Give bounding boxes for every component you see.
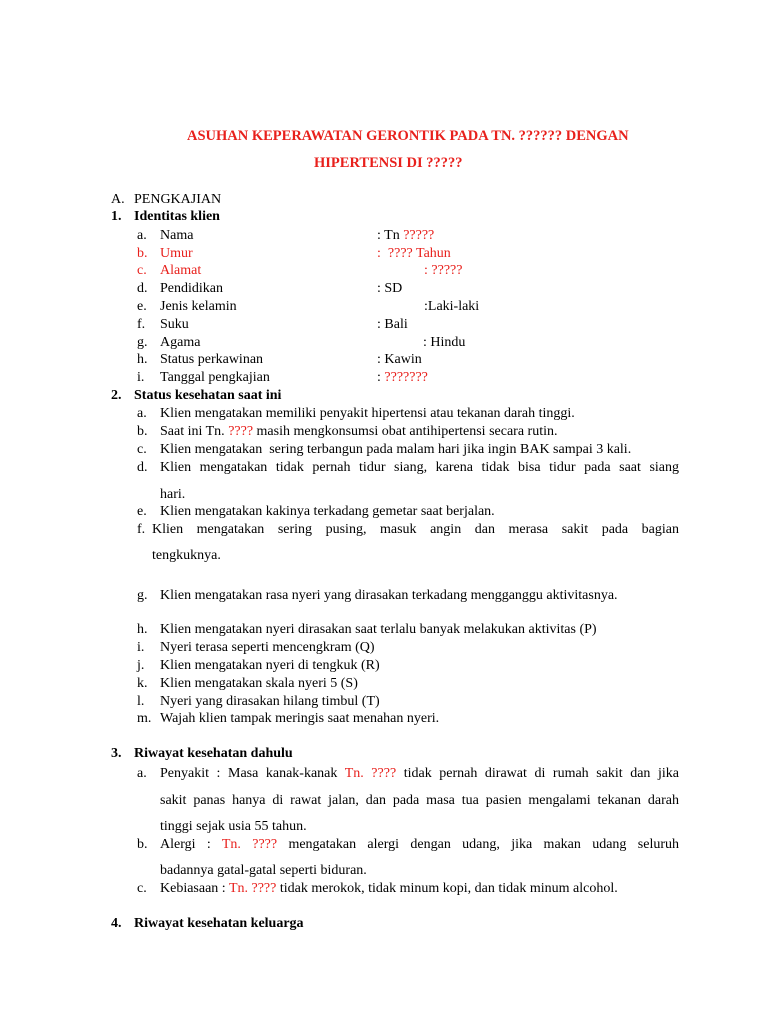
identity-row-letter: i. [137, 370, 145, 385]
list-item: Alergi : Tn. ???? mengatakan alergi dengan udang, jika makan udang seluruh [160, 837, 679, 852]
identity-label-agama: Agama [160, 335, 201, 350]
list-item-continuation: sakit panas hanya di rawat jalan, dan pada masa tua pasien mengalami tekanan darah [160, 793, 679, 808]
list-item: Wajah klien tampak meringis saat menahan nyeri. [160, 711, 440, 726]
list-item: Klien mengatakan skala nyeri 5 (S) [160, 676, 358, 691]
identity-value-status-perkawinan: : Kawin [377, 352, 422, 367]
list-letter: l. [137, 694, 145, 709]
list-letter: a. [137, 766, 147, 781]
list-letter: g. [137, 588, 148, 603]
list-item: Kebiasaan : Tn. ???? tidak merokok, tidak minum kopi, dan tidak minum alcohol. [160, 881, 618, 896]
identity-label-umur: Umur [160, 246, 193, 261]
section-a-letter: A. [111, 192, 125, 207]
list-item: Klien mengatakan memiliki penyakit hipertensi atau tekanan darah tinggi. [160, 406, 575, 421]
list-letter: k. [137, 676, 148, 691]
list-letter: i. [137, 640, 145, 655]
list-item: Nyeri terasa seperti mencengkram (Q) [160, 640, 375, 655]
list-item: Klien mengatakan sering pusing, masuk angin dan merasa sakit pada bagian [152, 522, 679, 537]
section1-heading: Identitas klien [134, 209, 220, 224]
section3-number: 3. [111, 746, 122, 761]
list-letter: h. [137, 622, 148, 637]
identity-row-letter: d. [137, 281, 148, 296]
identity-row-letter: c. [137, 263, 147, 278]
identity-row-letter: f. [137, 317, 146, 332]
identity-row-letter: a. [137, 228, 147, 243]
list-letter: b. [137, 424, 148, 439]
identity-label-suku: Suku [160, 317, 189, 332]
identity-row-letter: e. [137, 299, 147, 314]
identity-value-agama: : Hindu [423, 335, 466, 350]
list-letter: c. [137, 881, 147, 896]
identity-label-nama: Nama [160, 228, 194, 243]
identity-value-alamat: : ????? [424, 263, 463, 278]
identity-value-jenis-kelamin: :Laki-laki [424, 299, 480, 314]
list-item: Klien mengatakan kakinya terkadang gemetar saat berjalan. [160, 504, 495, 519]
document-title-line1: ASUHAN KEPERAWATAN GERONTIK PADA TN. ?????? DENGAN [187, 128, 629, 144]
list-item: Klien mengatakan tidak pernah tidur siang, karena tidak bisa tidur pada saat siang [160, 460, 679, 475]
identity-label-tanggal: Tanggal pengkajian [160, 370, 270, 385]
list-item-continuation: tengkuknya. [152, 548, 221, 563]
list-item: Nyeri yang dirasakan hilang timbul (T) [160, 694, 380, 709]
identity-label-pendidikan: Pendidikan [160, 281, 223, 296]
identity-row-letter: g. [137, 335, 148, 350]
identity-value-suku: : Bali [377, 317, 408, 332]
list-item-continuation: tinggi sejak usia 55 tahun. [160, 819, 307, 834]
list-letter: j. [137, 658, 145, 673]
section4-heading: Riwayat kesehatan keluarga [134, 916, 304, 931]
identity-label-status-perkawinan: Status perkawinan [160, 352, 264, 367]
list-letter: f. [137, 522, 146, 537]
section-a-heading: PENGKAJIAN [134, 192, 222, 207]
identity-row-letter: b. [137, 246, 148, 261]
list-item: Klien mengatakan nyeri dirasakan saat terlalu banyak melakukan aktivitas (P) [160, 622, 597, 637]
list-letter: a. [137, 406, 147, 421]
list-letter: c. [137, 442, 147, 457]
list-item: Saat ini Tn. ???? masih mengkonsumsi obat antihipertensi secara rutin. [160, 424, 558, 439]
list-item: Klien mengatakan rasa nyeri yang dirasakan terkadang mengganggu aktivitasnya. [160, 588, 618, 603]
list-letter: d. [137, 460, 148, 475]
section2-number: 2. [111, 388, 122, 403]
section3-heading: Riwayat kesehatan dahulu [134, 746, 293, 761]
list-letter: e. [137, 504, 147, 519]
list-item-continuation: hari. [160, 487, 186, 502]
identity-value-pendidikan: : SD [377, 281, 403, 296]
section2-heading: Status kesehatan saat ini [134, 388, 282, 403]
document-title-line2: HIPERTENSI DI ????? [314, 155, 463, 171]
identity-row-letter: h. [137, 352, 148, 367]
list-letter: m. [137, 711, 152, 726]
list-item-continuation: badannya gatal-gatal seperti biduran. [160, 863, 367, 878]
section4-number: 4. [111, 916, 122, 931]
identity-label-alamat: Alamat [160, 263, 202, 278]
list-item: Klien mengatakan nyeri di tengkuk (R) [160, 658, 380, 673]
identity-value-tanggal: : ??????? [377, 370, 428, 385]
section1-number: 1. [111, 209, 122, 224]
identity-value-nama: : Tn ????? [377, 228, 435, 243]
list-letter: b. [137, 837, 148, 852]
list-item: Penyakit : Masa kanak-kanak Tn. ???? tidak pernah dirawat di rumah sakit dan jika [160, 766, 679, 781]
list-item: Klien mengatakan sering terbangun pada malam hari jika ingin BAK sampai 3 kali. [160, 442, 632, 457]
identity-label-jenis-kelamin: Jenis kelamin [160, 299, 237, 314]
identity-value-umur: : ???? Tahun [377, 246, 451, 261]
